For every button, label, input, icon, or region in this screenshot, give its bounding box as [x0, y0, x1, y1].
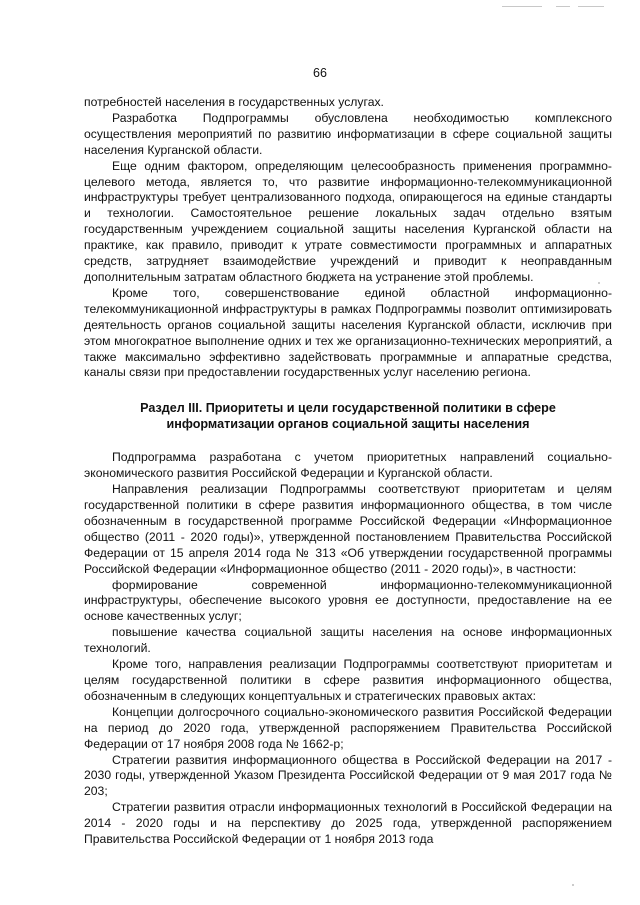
- document-body: [84, 95, 612, 848]
- list-item: Стратегии развития информационного общества в Российской Федерации на 2017 - 2030 годы, утвержденной Указом Президента Российской Федерации от 9 мая 2017 года № 203;: [84, 752, 612, 799]
- list-item: формирование современной информационно-телекоммуникационной инфраструктуры, обеспечение высокого уровня ее доступности, предоставление на ее основе качественных услуг;: [84, 577, 612, 624]
- paragraph: потребностей населения в государственных услугах.: [84, 95, 384, 109]
- section-heading: [84, 400, 612, 432]
- list-item: Концепции долгосрочного социально-экономического развития Российской Федерации на период до 2020 года, утвержденной распоряжением Правительства Российской Федерации от 17 ноября 2008 года № 1662-р;: [84, 704, 612, 751]
- scan-artifact: [572, 884, 574, 886]
- scan-artifact: [556, 6, 570, 7]
- section-heading-line: Раздел III. Приоритеты и цели государственной политики в сфере: [140, 401, 556, 416]
- scan-artifact: [578, 6, 604, 7]
- paragraph: Подпрограмма разработана с учетом приоритетных направлений социально-экономического развития Российской Федерации и Курганской области.: [84, 450, 612, 481]
- paragraph: Еще одним фактором, определяющим целесообразность применения программно-целевого метода, является то, что развитие информационно-телекоммуникационной инфраструктуры требует централизованного подхода, опирающегося на единые стандарты и технологии. Самостоятельное решение локальных задач отдельно взятым государственным учреждением социальной защиты населения Курганской области на практике, как правило, приводит к утрате совместимости программных и аппаратных средств, затрудняет взаимодействие учреждений и приводит к неоправданным дополнительным затратам областного бюджета на устранение этой проблемы.: [84, 158, 612, 284]
- list-item: повышение качества социальной защиты населения на основе информационных технологий.: [84, 625, 612, 656]
- paragraph: Разработка Подпрограммы обусловлена необходимостью комплексного осуществления мероприятий по развитию информатизации в сфере социальной защиты населения Курганской области.: [84, 110, 612, 157]
- page-number: 66: [313, 66, 327, 80]
- paragraph: Направления реализации Подпрограммы соответствуют приоритетам и целям государственной политики в сфере развития информационного общества, в том числе обозначенным в государственной программе Российской Федерации «Информационное общество (2011 - 2020 годы)», утвержденной постановлением Правительства Российской Федерации от 15 апреля 2014 года № 313 «Об утверждении государственной программы Российской Федерации «Информационное общество (2011 - 2020 годы)», в частности:: [84, 482, 612, 576]
- paragraph: Кроме того, направления реализации Подпрограммы соответствуют приоритетам и целям государственной политики в сфере развития информационного общества, обозначенным в следующих концептуальных и стратегических правовых актах:: [84, 657, 612, 703]
- scan-artifact: [502, 6, 542, 7]
- section-heading-line: информатизации органов социальной защиты населения: [166, 417, 530, 432]
- list-item: Стратегии развития отрасли информационных технологий в Российской Федерации на 2014 - 2020 годы и на перспективу до 2025 года, утвержденной распоряжением Правительства Российской Федерации от 1 ноября 2013 года: [84, 800, 612, 847]
- paragraph: Кроме того, совершенствование единой областной информационно-телекоммуникационной инфраструктуры в рамках Подпрограммы позволит оптимизировать деятельность органов социальной защиты населения Курганской области, исключив при этом многократное выполнение одних и тех же организационно-технических мероприятий, а также максимально эффективно задействовать программные и аппаратные средства, каналы связи при предоставлении государственных услуг населению региона.: [84, 285, 612, 380]
